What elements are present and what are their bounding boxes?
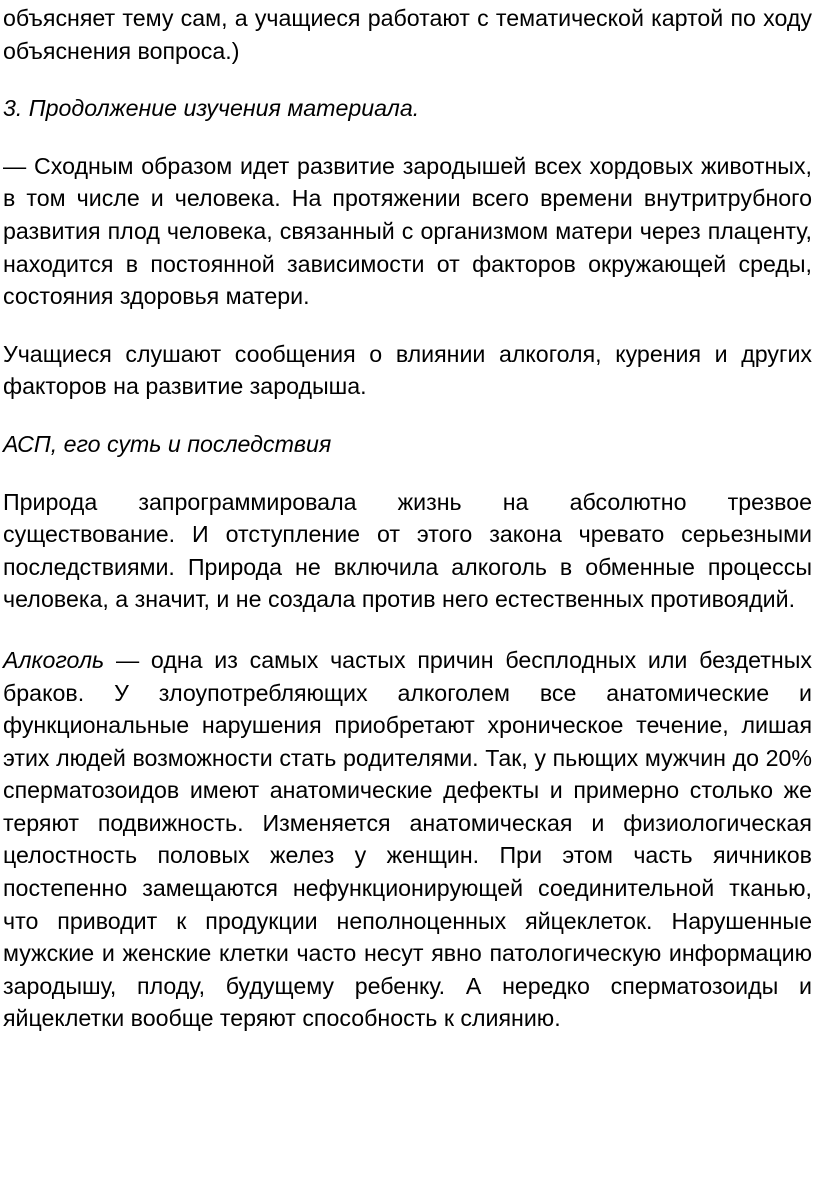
paragraph-alcohol-text: — одна из самых частых причин бесплодных или бездетных браков. У злоупотребляющих алкоголем все анатомические и функциональные нарушения приобретают хроническое течение, лишая этих людей возможности стать родителями. Так, у пьющих мужчин до 20% сперматозоидов имеют анатомические дефекты и примерно столько же теряют подвижность. Изменяется анатомическая и физиологическая целостность половых желез у женщин. При этом часть яичников постепенно замещаются нефункционирующей соединительной тканью, что приводит к продукции неполноценных яйцеклеток. Нарушенные мужские и женские клетки часто несут явно патологическую информацию зародышу, плоду, будущему ребенку. А нередко сперматозоиды и яйцеклетки вообще теряют способность к слиянию. [3,646,812,1032]
paragraph-student-reports: Учащиеся слушают сообщения о влиянии алкоголя, курения и других факторов на развитие зародыша. [3,340,812,400]
paragraph-alcohol-effects [3,644,812,1035]
paragraph-embryo-development: — Сходным образом идет развитие зародышей всех хордовых животных, в том числе и человека. На протяжении всего времени внутритрубного развития плод человека, связанный с организмом матери через плаценту, находится в постоянной зависимости от факторов окружающей среды, состояния здоровья матери. [3,152,812,310]
paragraph-intro-end: объясняет тему сам, а учащиеся работают с тематической картой по ходу объяснения вопроса.) [3,5,812,64]
section-heading-continuation [3,92,812,125]
section-heading-text: 3. Продолжение изучения материала. [3,95,420,122]
paragraph-sober-nature: Природа запрограммировала жизнь на абсолютно трезвое существование. И отступление от этого закона чревато серьезными последствиями. Природа не включила алкоголь в обменные процессы человека, а значит, и не создала против него естественных противоядий. [3,488,812,613]
section-heading-asp [3,428,812,461]
term-alcohol: Алкоголь [3,646,105,673]
section-heading-asp-text: АСП, его суть и последствия [3,430,332,457]
